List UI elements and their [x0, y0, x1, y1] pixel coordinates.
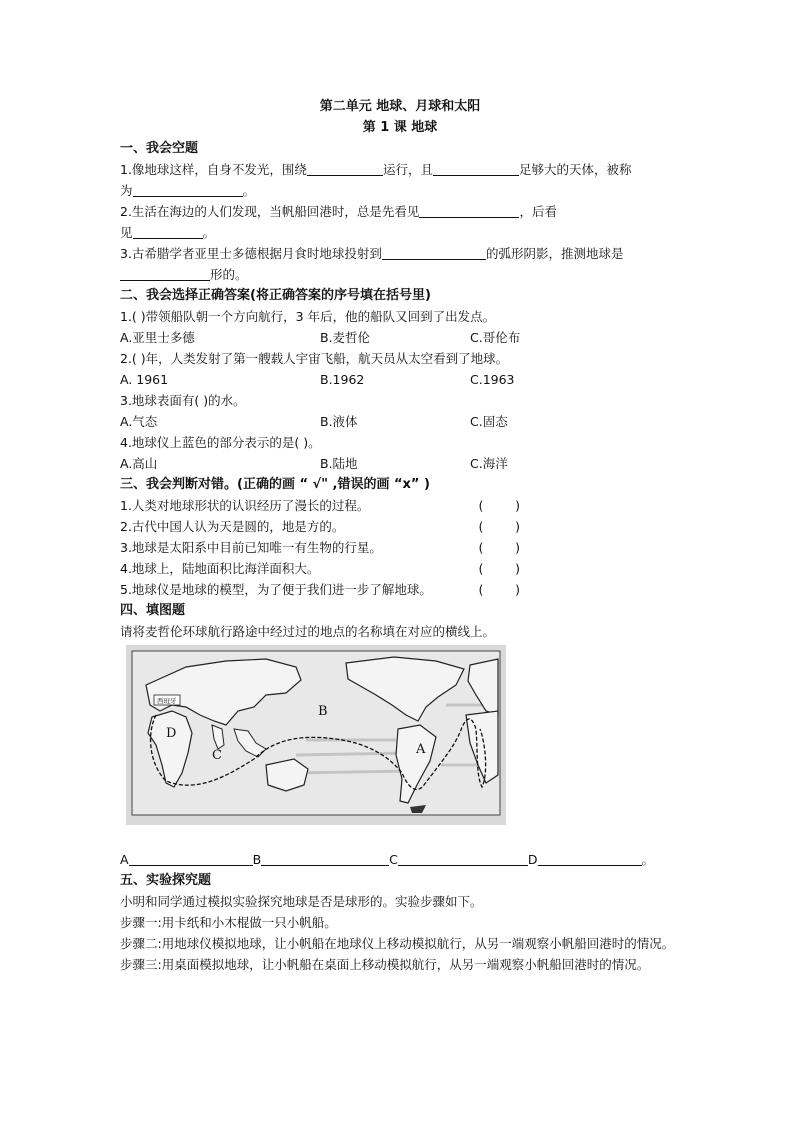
section-4-heading: 四、填图题 — [120, 603, 186, 618]
option-a[interactable]: A.高山 — [120, 456, 158, 471]
judge-text: 4.地球上，陆地面积比海洋面积大。 — [120, 561, 320, 576]
map-label-c: C — [212, 748, 222, 763]
s1-q3-end: 形的。 — [210, 267, 248, 282]
judge-item-1 — [120, 495, 520, 516]
section-1-heading: 一、我会空题 — [120, 141, 199, 156]
answer-end: 。 — [641, 852, 655, 867]
blank-7[interactable] — [120, 266, 210, 281]
blank-3[interactable] — [133, 182, 243, 197]
s1-q1-text3: 足够大的天体，被称 — [518, 162, 632, 177]
judge-item-3 — [120, 537, 520, 558]
answer-d-label: D — [527, 852, 538, 867]
world-map — [126, 645, 506, 825]
answer-a-label: A — [120, 852, 129, 867]
lesson-title: 第 1 课 地球 — [362, 120, 438, 135]
option-b[interactable]: B.陆地 — [320, 456, 358, 471]
map-label-b: B — [318, 704, 328, 719]
blank-1[interactable] — [307, 161, 383, 176]
s2-q3: 3.地球表面有( )的水。 — [120, 393, 246, 408]
s1-q3-line2 — [120, 264, 680, 285]
option-b[interactable]: B.1962 — [320, 372, 365, 387]
judge-item-4 — [120, 558, 520, 579]
experiment-step-3: 步骤三:用桌面模拟地球，让小帆船在桌面上移动模拟航行，从另一端观察小帆船回港时的情况。 — [120, 957, 650, 972]
s1-q3-line1 — [120, 243, 680, 264]
s2-q3-options — [120, 411, 680, 432]
s2-q1: 1.( )带领船队朝一个方向航行，3 年后，他的船队又回到了出发点。 — [120, 309, 496, 324]
option-b[interactable]: B.液体 — [320, 414, 358, 429]
option-c[interactable]: C.1963 — [470, 372, 515, 387]
answer-paren[interactable]: ( ) — [478, 561, 520, 576]
section-3-heading: 三、我会判断对错。(正确的画 “ √" ,错误的画 “x” ) — [120, 477, 430, 492]
option-a[interactable]: A. 1961 — [120, 372, 169, 387]
s1-q1-line1 — [120, 159, 680, 180]
s1-q2-line1 — [120, 201, 680, 222]
worksheet — [120, 96, 680, 975]
s1-q2-line2 — [120, 222, 680, 243]
answer-paren[interactable]: ( ) — [478, 498, 520, 513]
s1-q1-text2: 运行，且 — [382, 162, 433, 177]
s2-q2: 2.( )年，人类发射了第一艘载人宇宙飞船，航天员从太空看到了地球。 — [120, 351, 509, 366]
option-a[interactable]: A.亚里士多德 — [120, 330, 195, 345]
s1-q2-text: 2.生活在海边的人们发现，当帆船回港时，总是先看见 — [120, 204, 420, 219]
judge-item-2 — [120, 516, 520, 537]
answer-b-blank[interactable] — [261, 851, 389, 866]
s2-q4: 4.地球仪上蓝色的部分表示的是( )。 — [120, 435, 321, 450]
section-2-heading: 二、我会选择正确答案(将正确答案的序号填在括号里) — [120, 288, 431, 303]
s2-q4-options — [120, 453, 680, 474]
world-map-svg — [126, 645, 506, 825]
section-5-heading: 五、实验探究题 — [120, 873, 212, 888]
s1-q1-text: 1.像地球这样，自身不发光，围绕 — [120, 162, 307, 177]
australia-landmass — [266, 759, 308, 791]
s1-q1-end: 。 — [242, 183, 256, 198]
blank-5[interactable] — [133, 224, 203, 239]
judge-text: 5.地球仪是地球的模型，为了便于我们进一步了解地球。 — [120, 582, 432, 597]
answer-a-blank[interactable] — [129, 851, 253, 866]
answer-paren[interactable]: ( ) — [478, 519, 520, 534]
map-label-d: D — [166, 726, 177, 741]
port-label: 西班牙 — [157, 697, 177, 705]
answer-paren[interactable]: ( ) — [478, 582, 520, 597]
option-c[interactable]: C.海洋 — [470, 456, 508, 471]
s1-q2-text3: 见 — [120, 225, 133, 240]
option-c[interactable]: C.固态 — [470, 414, 508, 429]
answer-b-label: B — [252, 852, 262, 867]
s1-q3-text: 3.古希腊学者亚里士多德根据月食时地球投射到 — [120, 246, 382, 261]
option-a[interactable]: A.气态 — [120, 414, 158, 429]
map-answer-row — [120, 849, 680, 870]
experiment-step-2: 步骤二:用地球仪模拟地球，让小帆船在地球仪上移动模拟航行，从另一端观察小帆船回港时的情况。 — [120, 936, 675, 951]
answer-d-blank[interactable] — [538, 851, 642, 866]
s1-q1-text4: 为 — [120, 183, 133, 198]
s1-q2-text2: ，后看 — [519, 204, 557, 219]
s1-q2-end: 。 — [202, 225, 216, 240]
s1-q3-text2: 的弧形阴影，推测地球是 — [485, 246, 624, 261]
s1-q1-line2 — [120, 180, 680, 201]
answer-c-label: C — [389, 852, 398, 867]
blank-4[interactable] — [419, 203, 519, 218]
map-label-a: A — [416, 742, 426, 757]
judge-text: 1.人类对地球形状的认识经历了漫长的过程。 — [120, 498, 370, 513]
judge-text: 2.古代中国人认为天是圆的，地是方的。 — [120, 519, 345, 534]
unit-title: 第二单元 地球、月球和太阳 — [319, 99, 481, 114]
judge-text: 3.地球是太阳系中目前已知唯一有生物的行星。 — [120, 540, 382, 555]
s2-q1-options — [120, 327, 680, 348]
s2-q2-options — [120, 369, 680, 390]
option-c[interactable]: C.哥伦布 — [470, 330, 521, 345]
experiment-intro: 小明和同学通过模拟实验探究地球是否是球形的。实验步骤如下。 — [120, 894, 483, 909]
blank-6[interactable] — [382, 245, 486, 260]
judge-item-5 — [120, 579, 520, 600]
map-instruction: 请将麦哲伦环球航行路途中经过过的地点的名称填在对应的横线上。 — [120, 624, 496, 639]
answer-c-blank[interactable] — [398, 851, 528, 866]
experiment-step-1: 步骤一:用卡纸和小木棍做一只小帆船。 — [120, 915, 337, 930]
answer-paren[interactable]: ( ) — [478, 540, 520, 555]
option-b[interactable]: B.麦哲伦 — [320, 330, 371, 345]
blank-2[interactable] — [433, 161, 519, 176]
